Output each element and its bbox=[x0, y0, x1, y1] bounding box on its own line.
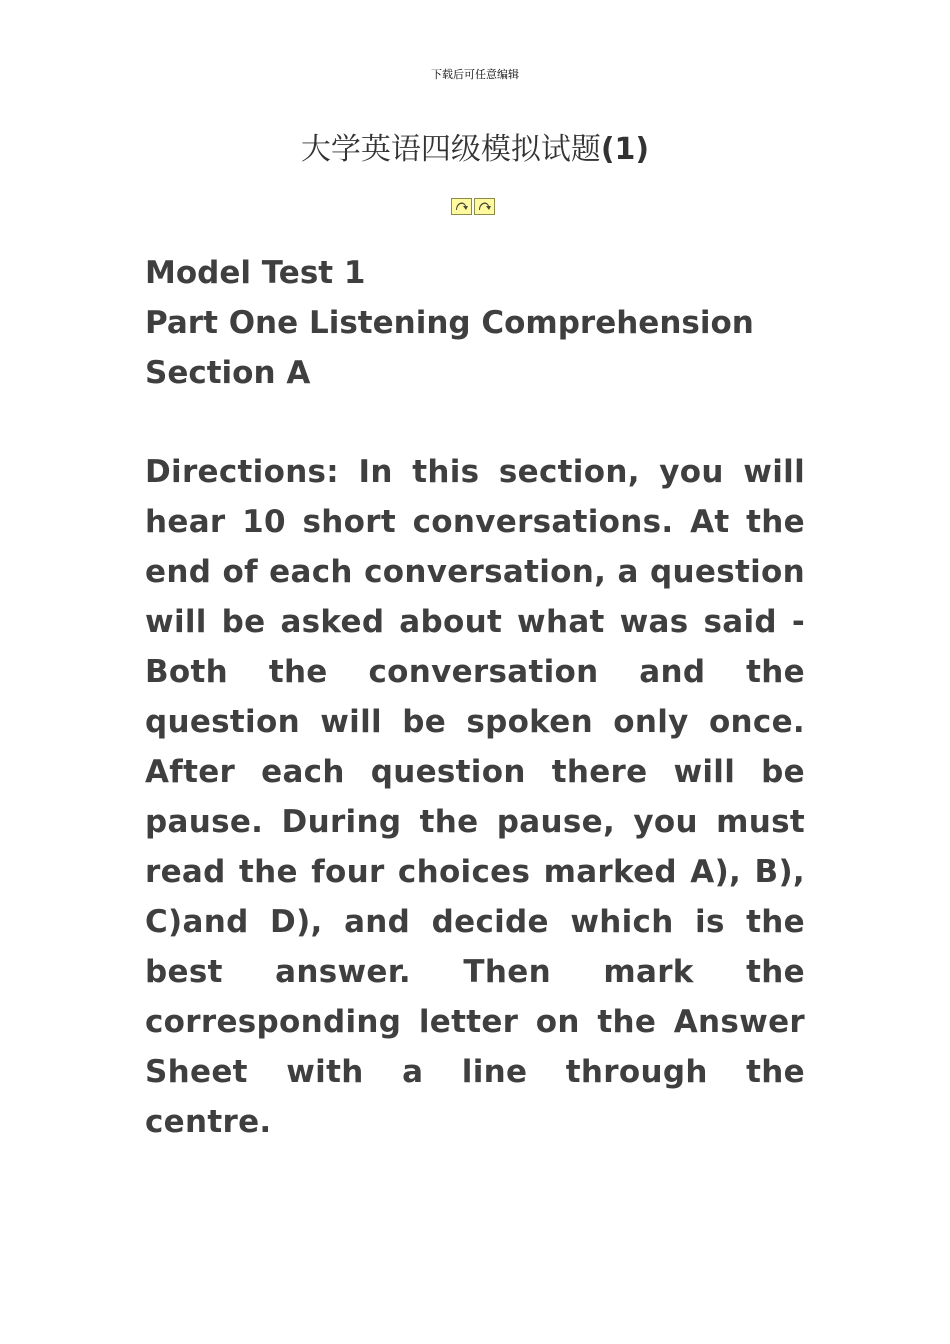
section-heading: Section A bbox=[145, 355, 311, 391]
nav-icon-row bbox=[451, 198, 495, 215]
section-headings bbox=[145, 248, 805, 398]
page-title-number: (1) bbox=[600, 132, 650, 167]
next-page-icon[interactable] bbox=[474, 198, 495, 215]
directions-paragraph: Directions: In this section, you will hear 10 short conversations. At the end of each conversation, a question will be asked about what was said - Both the conversation and the question will be spoken only once. After each question there will be pause. During the pause, you must read the four choices marked A), B), C)and D), and decide which is the best answer. Then mark the corresponding letter on the Answer Sheet with a line through the centre. bbox=[145, 454, 805, 1140]
page-title-cn: 大学英语四级模拟试题 bbox=[300, 132, 601, 167]
test-heading: Model Test 1 bbox=[145, 255, 366, 291]
part-heading: Part One Listening Comprehension bbox=[145, 305, 754, 341]
previous-page-icon[interactable] bbox=[451, 198, 472, 215]
header-note: 下载后可任意编辑 bbox=[431, 68, 519, 81]
page-title bbox=[0, 130, 950, 170]
